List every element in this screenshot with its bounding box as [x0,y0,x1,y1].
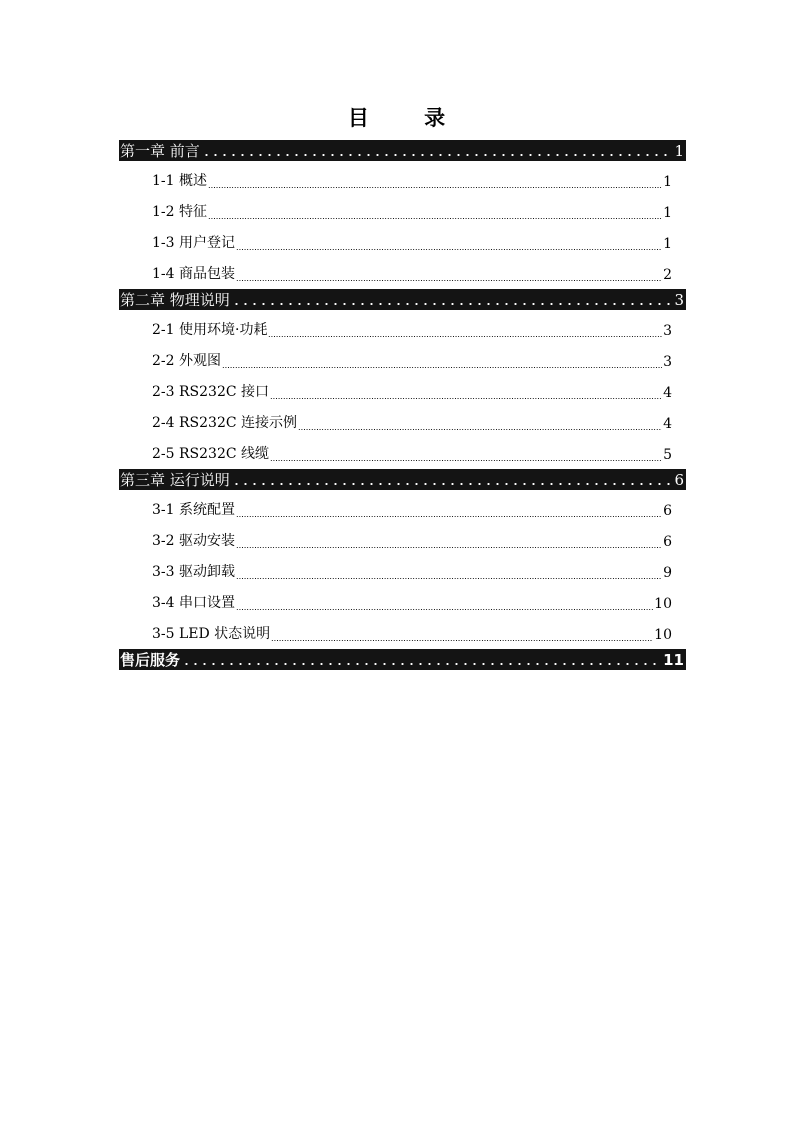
dot-leader [236,600,653,612]
toc-entry-label: 1-3 用户登记 [152,235,235,251]
dot-leader [236,569,662,581]
dot-leader [236,240,662,252]
toc-section-1-3[interactable] [119,225,686,256]
toc-page-number: 10 [654,596,672,612]
toc-entry-label: 1-2 特征 [152,204,207,220]
dot-leader [271,631,653,643]
toc-section-3-2[interactable] [119,523,686,554]
toc-section-1-1[interactable] [119,163,686,194]
dot-leader [222,358,662,370]
toc-page-number: 6 [674,470,684,489]
toc-section-2-3[interactable] [119,374,686,405]
toc-entry-label: 3-2 驱动安装 [152,533,235,549]
toc-section-3-3[interactable] [119,554,686,585]
toc-chapter-2[interactable] [119,289,686,310]
toc-section-1-2[interactable] [119,194,686,225]
toc-entry-label: 2-2 外观图 [152,353,221,369]
toc-page-number: 1 [663,174,672,190]
dot-leader [208,209,662,221]
toc-section-1-4[interactable] [119,256,686,287]
toc-entry-label: 2-1 使用环境·功耗 [152,322,268,338]
dot-leader [208,178,662,190]
toc-page-number: 4 [663,385,672,401]
toc-entry-label: 第二章 物理说明 [120,291,230,309]
toc-page-number: 1 [663,236,672,252]
toc-entry-label: 2-3 RS232C 接口 [152,384,270,400]
toc-page-number: 3 [663,354,672,370]
toc-entry-label: 3-1 系统配置 [152,502,235,518]
toc-page-number: 6 [663,534,672,550]
dot-leader [236,271,662,283]
toc-entry-label: 第三章 运行说明 [120,471,230,489]
dot-leader [202,144,673,158]
dot-leader [236,507,662,519]
dot-leader [270,451,662,463]
toc-section-3-5[interactable] [119,616,686,647]
toc-page-number: 5 [663,447,672,463]
dot-leader [232,293,673,307]
toc-page-number: 3 [674,290,684,309]
toc-page-number: 1 [674,141,684,160]
toc-entry-label: 2-4 RS232C 连接示例 [152,415,298,431]
toc-page-number: 11 [663,650,684,669]
toc-chapter-1[interactable] [119,140,686,161]
toc-after-sales[interactable] [119,649,686,670]
toc-section-2-4[interactable] [119,405,686,436]
toc-section-3-4[interactable] [119,585,686,616]
toc-section-2-1[interactable] [119,312,686,343]
dot-leader [270,389,662,401]
toc-page-number: 10 [654,627,672,643]
toc-section-3-1[interactable] [119,492,686,523]
toc-entry-label: 3-5 LED 状态说明 [152,626,271,642]
toc-entry-label: 3-4 串口设置 [152,595,235,611]
dot-leader [236,538,662,550]
toc-page-number: 6 [663,503,672,519]
toc-entry-label: 第一章 前言 [120,142,200,160]
dot-leader [298,420,662,432]
toc-section-2-5[interactable] [119,436,686,467]
dot-leader [182,653,661,667]
toc-page-number: 2 [663,267,672,283]
toc-entry-label: 1-1 概述 [152,173,207,189]
toc-page-number: 3 [663,323,672,339]
toc-entry-label: 3-3 驱动卸载 [152,564,235,580]
toc-page-number: 9 [663,565,672,581]
toc-chapter-3[interactable] [119,469,686,490]
toc-entry-label: 售后服务 [120,651,181,669]
table-of-contents [119,138,686,672]
toc-page-number: 1 [663,205,672,221]
dot-leader [268,327,662,339]
toc-section-2-2[interactable] [119,343,686,374]
toc-page-number: 4 [663,416,672,432]
page-title: 目 录 [347,106,470,130]
toc-entry-label: 1-4 商品包装 [152,266,235,282]
dot-leader [232,473,673,487]
toc-entry-label: 2-5 RS232C 线缆 [152,446,270,462]
